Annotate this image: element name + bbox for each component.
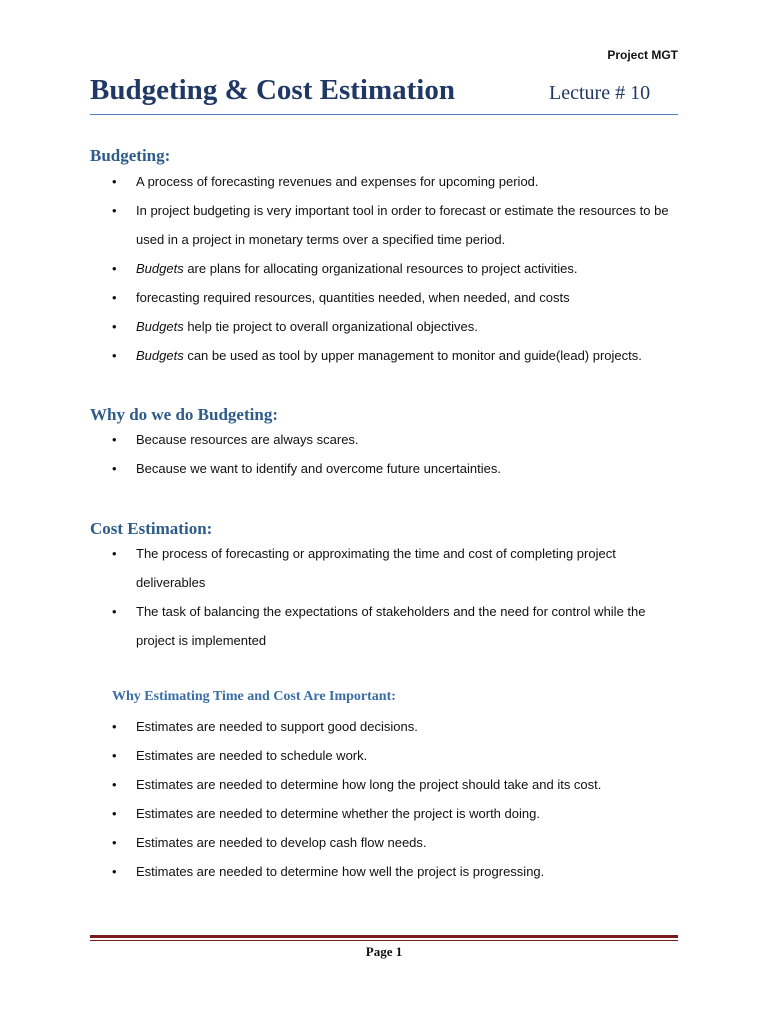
emphasis-text: Budgets xyxy=(136,319,184,334)
list-item xyxy=(112,597,684,655)
running-header: Project MGT xyxy=(607,48,678,62)
list-item-text: Estimates are needed to determine how long the project should take and its cost. xyxy=(136,777,602,792)
list-item xyxy=(112,857,684,886)
list-item-text: In project budgeting is very important tool in order to forecast or estimate the resources to be used in a project in monetary terms over a specified time period. xyxy=(136,203,669,247)
why-estimating-list xyxy=(112,712,684,886)
bullet-icon: • xyxy=(112,432,117,447)
bullet-icon: • xyxy=(112,806,117,821)
list-item-text: forecasting required resources, quantities needed, when needed, and costs xyxy=(136,290,570,305)
bullet-icon: • xyxy=(112,203,117,218)
bullet-icon: • xyxy=(112,777,117,792)
bullet-icon: • xyxy=(112,835,117,850)
bullet-icon: • xyxy=(112,719,117,734)
list-item xyxy=(112,712,684,741)
bullet-icon: • xyxy=(112,546,117,561)
bullet-icon: • xyxy=(112,290,117,305)
footer-rule-thick xyxy=(90,935,678,938)
list-item-text: Estimates are needed to determine how well the project is progressing. xyxy=(136,864,545,879)
list-item xyxy=(112,770,684,799)
list-item xyxy=(112,312,684,341)
list-item xyxy=(112,539,684,597)
section-heading-why-budgeting: Why do we do Budgeting: xyxy=(90,405,278,424)
section-heading-budgeting: Budgeting: xyxy=(90,146,171,165)
list-item xyxy=(112,341,684,370)
list-item xyxy=(112,799,684,828)
list-item xyxy=(112,454,684,483)
bullet-icon: • xyxy=(112,348,117,363)
list-item-text: Estimates are needed to develop cash flow needs. xyxy=(136,835,427,850)
list-item xyxy=(112,741,684,770)
bullet-icon: • xyxy=(112,748,117,763)
title-rule xyxy=(90,114,678,115)
section-heading-cost-estimation: Cost Estimation: xyxy=(90,519,213,538)
document-title: Budgeting & Cost Estimation xyxy=(90,74,455,106)
list-item-text: Because we want to identify and overcome future uncertainties. xyxy=(136,461,501,476)
emphasis-text: Budgets xyxy=(136,348,184,363)
bullet-icon: • xyxy=(112,174,117,189)
footer-rule-thin xyxy=(90,940,678,941)
list-item-text: are plans for allocating organizational resources to project activities. xyxy=(183,261,578,276)
list-item-text: help tie project to overall organizational objectives. xyxy=(183,319,478,334)
list-item-text: Estimates are needed to support good decisions. xyxy=(136,719,418,734)
list-item xyxy=(112,254,684,283)
bullet-icon: • xyxy=(112,319,117,334)
why-budgeting-list xyxy=(112,425,684,483)
list-item-text: Because resources are always scares. xyxy=(136,432,359,447)
bullet-icon: • xyxy=(112,461,117,476)
bullet-icon: • xyxy=(112,864,117,879)
list-item xyxy=(112,425,684,454)
list-item-text: The task of balancing the expectations of stakeholders and the need for control while the project is implemented xyxy=(136,604,646,648)
list-item xyxy=(112,828,684,857)
emphasis-text: Budgets xyxy=(136,261,184,276)
sub-heading-why-estimating: Why Estimating Time and Cost Are Important: xyxy=(112,689,396,704)
list-item xyxy=(112,167,684,196)
list-item-text: Estimates are needed to schedule work. xyxy=(136,748,368,763)
list-item xyxy=(112,283,684,312)
lecture-number: Lecture # 10 xyxy=(549,82,651,104)
list-item-text: Estimates are needed to determine whether the project is worth doing. xyxy=(136,806,540,821)
budgeting-list xyxy=(112,167,684,370)
cost-estimation-list xyxy=(112,539,684,655)
list-item-text: A process of forecasting revenues and expenses for upcoming period. xyxy=(136,174,539,189)
bullet-icon: • xyxy=(112,604,117,619)
list-item-text: can be used as tool by upper management to monitor and guide(lead) projects. xyxy=(183,348,642,363)
bullet-icon: • xyxy=(112,261,117,276)
list-item-text: The process of forecasting or approximating the time and cost of completing project deliverables xyxy=(136,546,616,590)
title-row xyxy=(90,74,678,114)
list-item xyxy=(112,196,684,254)
page-number: Page 1 xyxy=(365,944,403,959)
